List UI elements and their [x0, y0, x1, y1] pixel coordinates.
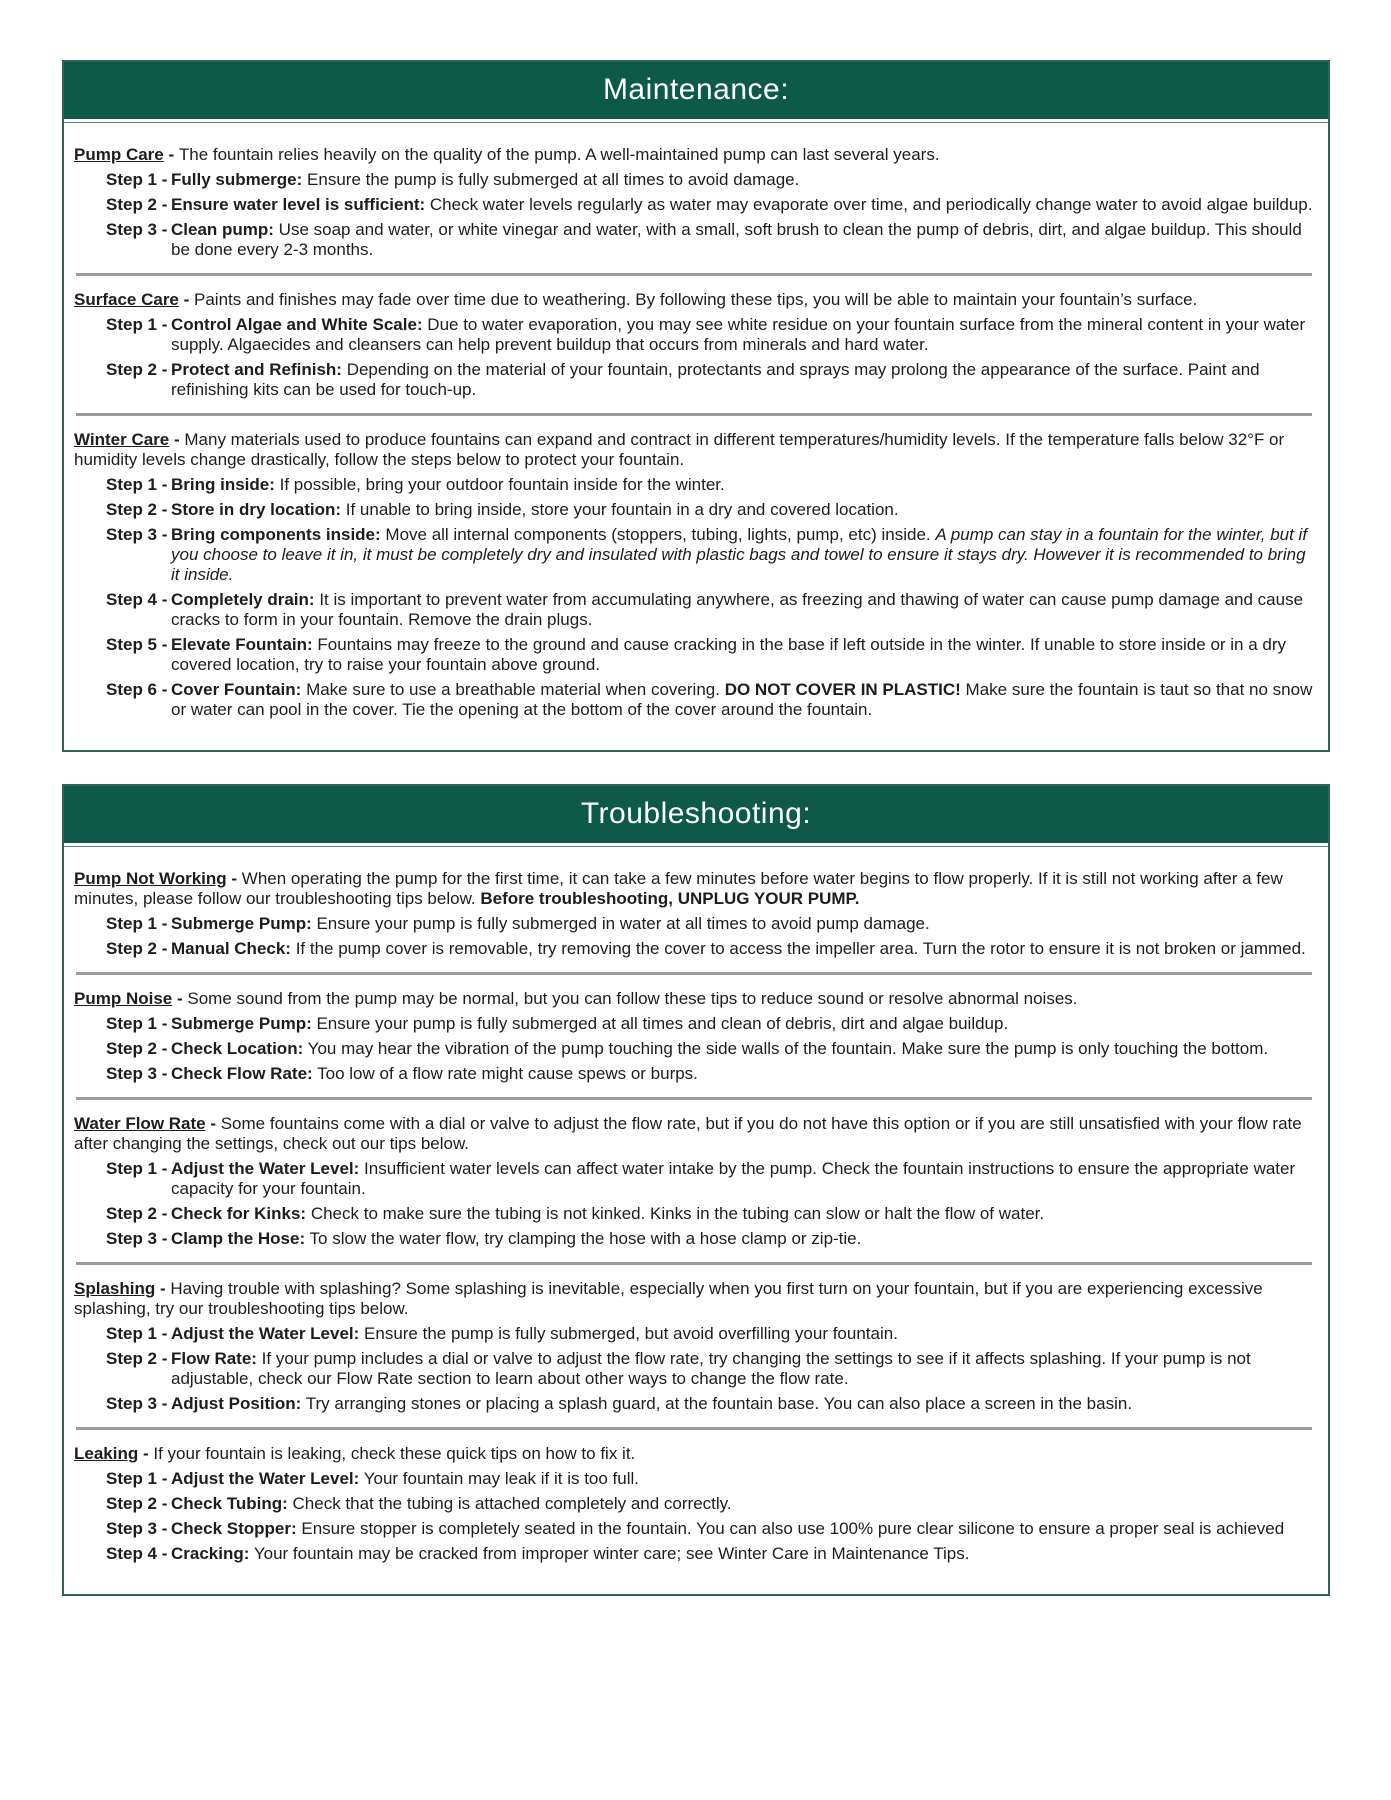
step-item [106, 525, 1314, 585]
step-label: Step 3 - [106, 525, 168, 544]
troubleshooting-header-bar [64, 786, 1328, 843]
step-text: Control Algae and White Scale: Due to water evaporation, you may see white residue on your fountain surface from the mineral content in your water supply. Algaecides and cleansers can help prevent buildup that occurs from minerals and hard water. [171, 315, 1306, 354]
splashing-intro [74, 1279, 1314, 1319]
group-intro-text: If your fountain is leaking, check these quick tips on how to fix it. [153, 1444, 636, 1463]
step-text: Submerge Pump: Ensure your pump is fully submerged in water at all times to avoid pump damage. [171, 914, 930, 933]
section-divider [76, 972, 1312, 975]
step-item [106, 1469, 1314, 1489]
step-item [106, 360, 1314, 400]
step-italic-note: A pump can stay in a fountain for the winter, but if you choose to leave it in, it must be completely dry and insulated with plastic bags and towel to ensure it stays dry. However it is recommended to bring it inside. [171, 525, 1308, 584]
section-divider [76, 273, 1312, 276]
section-divider [76, 1097, 1312, 1100]
step-text: Check Stopper: Ensure stopper is completely seated in the fountain. You can also use 100% pure clear silicone to ensure a proper seal is achieved [171, 1519, 1285, 1538]
step-item [106, 914, 1314, 934]
pump-noise-intro [74, 989, 1314, 1009]
step-label: Step 2 - [106, 500, 168, 519]
step-text: Flow Rate: If your pump includes a dial or valve to adjust the flow rate, try changing the settings to see if it affects splashing. If your pump is not adjustable, check our Flow Rate section to learn about other ways to change the flow rate. [171, 1349, 1251, 1388]
step-label: Step 1 - [106, 170, 168, 189]
step-label: Step 1 - [106, 1469, 168, 1488]
troubleshooting-title: Troubleshooting: [580, 797, 812, 830]
step-text: Store in dry location: If unable to bring inside, store your fountain in a dry and covered location. [171, 500, 899, 519]
step-label: Step 3 - [106, 1519, 168, 1538]
step-item [106, 220, 1314, 260]
step-item [106, 1204, 1314, 1224]
heading-dash: - [163, 145, 179, 164]
heading-dash: - [172, 989, 188, 1008]
step-text: Bring inside: If possible, bring your outdoor fountain inside for the winter. [171, 475, 725, 494]
maintenance-title: Maintenance: [602, 73, 790, 106]
step-item [106, 1519, 1314, 1539]
surface-care-intro [74, 290, 1314, 310]
step-text: Cracking: Your fountain may be cracked from improper winter care; see Winter Care in Maintenance Tips. [171, 1544, 970, 1563]
section-divider [76, 413, 1312, 416]
step-text: Adjust the Water Level: Your fountain may leak if it is too full. [171, 1469, 640, 1488]
step-text: Elevate Fountain: Fountains may freeze to the ground and cause cracking in the base if left outside in the winter. If unable to store inside or in a dry covered location, try to raise your fountain above ground. [171, 635, 1287, 674]
step-item [106, 1394, 1314, 1414]
group-heading: Pump Not Working [74, 869, 227, 888]
step-item [106, 1324, 1314, 1344]
step-label: Step 2 - [106, 1494, 168, 1513]
step-item [106, 1064, 1314, 1084]
section-divider [76, 1262, 1312, 1265]
step-label: Step 2 - [106, 195, 168, 214]
group-heading: Pump Noise [74, 989, 173, 1008]
step-item [106, 1494, 1314, 1514]
step-item [106, 1159, 1314, 1199]
pump-not-working-intro [74, 869, 1314, 909]
heading-dash: - [178, 290, 194, 309]
group-heading: Pump Care [74, 145, 164, 164]
section-divider [76, 1427, 1312, 1430]
step-item [106, 1039, 1314, 1059]
group-intro-text: When operating the pump for the first time, it can take a few minutes before water begins to flow properly. If it is still not working after a few minutes, please follow our troubleshooting tips below. [74, 869, 1283, 908]
step-label: Step 4 - [106, 1544, 168, 1563]
step-label: Step 6 - [106, 680, 168, 699]
step-label: Step 5 - [106, 635, 168, 654]
heading-dash: - [226, 869, 242, 888]
step-item [106, 195, 1314, 215]
group-intro-text: Having trouble with splashing? Some splashing is inevitable, especially when you first turn on your fountain, but if you are experiencing excessive splashing, try our troubleshooting tips below. [74, 1279, 1263, 1318]
step-text: Completely drain: It is important to prevent water from accumulating anywhere, as freezing and thawing of water can cause pump damage and cause cracks to form in your fountain. Remove the drain plugs. [171, 590, 1304, 629]
step-label: Step 1 - [106, 1159, 168, 1178]
step-item [106, 500, 1314, 520]
step-item [106, 1229, 1314, 1249]
step-label: Step 1 - [106, 1014, 168, 1033]
step-item [106, 1014, 1314, 1034]
winter-care-intro [74, 430, 1314, 470]
step-item [106, 939, 1314, 959]
intro-warning-text: Before troubleshooting, UNPLUG YOUR PUMP. [480, 889, 860, 908]
step-label: Step 1 - [106, 1324, 168, 1343]
step-text: Check Tubing: Check that the tubing is attached completely and correctly. [171, 1494, 732, 1513]
step-label: Step 4 - [106, 590, 168, 609]
group-heading: Surface Care [74, 290, 179, 309]
step-label: Step 3 - [106, 1229, 168, 1248]
step-label: Step 1 - [106, 914, 168, 933]
step-text: Adjust Position: Try arranging stones or placing a splash guard, at the fountain base. You can also place a screen in the basin. [171, 1394, 1133, 1413]
step-label: Step 3 - [106, 1064, 168, 1083]
step-text: Adjust the Water Level: Insufficient water levels can affect water intake by the pump. Check the fountain instructions to ensure the appropriate water capacity for your fountain. [171, 1159, 1296, 1198]
group-heading: Splashing [74, 1279, 156, 1298]
step-label: Step 2 - [106, 1204, 168, 1223]
step-label: Step 1 - [106, 475, 168, 494]
maintenance-body [64, 123, 1328, 750]
heading-dash: - [155, 1279, 171, 1298]
step-text: Fully submerge: Ensure the pump is fully submerged at all times to avoid damage. [171, 170, 800, 189]
step-text: Protect and Refinish: Depending on the material of your fountain, protectants and sprays may prolong the appearance of the surface. Paint and refinishing kits can be used for touch-up. [171, 360, 1260, 399]
step-label: Step 2 - [106, 360, 168, 379]
pump-care-intro [74, 145, 1314, 165]
group-intro-text: Some fountains come with a dial or valve to adjust the flow rate, but if you do not have this option or if you are still unsatisfied with your flow rate after changing the settings, check out our tips below. [74, 1114, 1302, 1153]
step-label: Step 3 - [106, 1394, 168, 1413]
heading-dash: - [205, 1114, 221, 1133]
step-text: Clean pump: Use soap and water, or white vinegar and water, with a small, soft brush to clean the pump of debris, dirt, and algae buildup. This should be done every 2-3 months. [171, 220, 1302, 259]
step-item [106, 1544, 1314, 1564]
step-item [106, 590, 1314, 630]
step-text: Bring components inside: Move all internal components (stoppers, tubing, lights, pump, etc) inside. A pump can stay in a fountain for the winter, but if you choose to leave it in, it must be completely dry and insulated with plastic bags and towel to ensure it stays dry. However it is recommended to bring it inside. [171, 525, 1308, 584]
heading-dash: - [169, 430, 185, 449]
step-text: Check for Kinks: Check to make sure the tubing is not kinked. Kinks in the tubing can slow or halt the flow of water. [171, 1204, 1045, 1223]
step-label: Step 1 - [106, 315, 168, 334]
step-text: Cover Fountain: Make sure to use a breathable material when covering. DO NOT COVER IN PLASTIC! Make sure the fountain is taut so that no snow or water can pool in the cover. Tie the opening at the bottom of the cover around the fountain. [171, 680, 1313, 719]
group-heading: Leaking [74, 1444, 139, 1463]
step-label: Step 2 - [106, 1039, 168, 1058]
step-text: Adjust the Water Level: Ensure the pump is fully submerged, but avoid overfilling your fountain. [171, 1324, 898, 1343]
step-text: Check Location: You may hear the vibration of the pump touching the side walls of the fountain. Make sure the pump is only touching the bottom. [171, 1039, 1269, 1058]
step-text: Manual Check: If the pump cover is removable, try removing the cover to access the impeller area. Turn the rotor to ensure it is not broken or jammed. [171, 939, 1306, 958]
step-item [106, 170, 1314, 190]
step-label: Step 3 - [106, 220, 168, 239]
maintenance-header-bar [64, 62, 1328, 119]
group-intro-text: Paints and finishes may fade over time due to weathering. By following these tips, you will be able to maintain your fountain’s surface. [194, 290, 1198, 309]
step-text: Check Flow Rate: Too low of a flow rate might cause spews or burps. [171, 1064, 698, 1083]
step-item [106, 1349, 1314, 1389]
group-intro-text: Some sound from the pump may be normal, but you can follow these tips to reduce sound or resolve abnormal noises. [187, 989, 1078, 1008]
step-text: Submerge Pump: Ensure your pump is fully submerged at all times and clean of debris, dirt and algae buildup. [171, 1014, 1009, 1033]
maintenance-panel [62, 60, 1330, 752]
step-label: Step 2 - [106, 1349, 168, 1368]
group-intro-text: Many materials used to produce fountains can expand and contract in different temperatures/humidity levels. If the temperature falls below 32°F or humidity levels change drastically, follow the steps below to protect your fountain. [74, 430, 1285, 469]
group-intro-text: The fountain relies heavily on the quality of the pump. A well-maintained pump can last several years. [178, 145, 940, 164]
step-warning-text: DO NOT COVER IN PLASTIC! [724, 680, 961, 699]
step-label: Step 2 - [106, 939, 168, 958]
step-item [106, 475, 1314, 495]
group-heading: Winter Care [74, 430, 170, 449]
step-text: Clamp the Hose: To slow the water flow, try clamping the hose with a hose clamp or zip-tie. [171, 1229, 862, 1248]
leaking-intro [74, 1444, 1314, 1464]
troubleshooting-panel [62, 784, 1330, 1596]
group-heading: Water Flow Rate [74, 1114, 206, 1133]
step-item [106, 635, 1314, 675]
step-text: Ensure water level is sufficient: Check water levels regularly as water may evaporate over time, and periodically change water to avoid algae buildup. [171, 195, 1313, 214]
step-item [106, 315, 1314, 355]
water-flow-rate-intro [74, 1114, 1314, 1154]
step-item [106, 680, 1314, 720]
troubleshooting-body [64, 847, 1328, 1594]
heading-dash: - [138, 1444, 154, 1463]
